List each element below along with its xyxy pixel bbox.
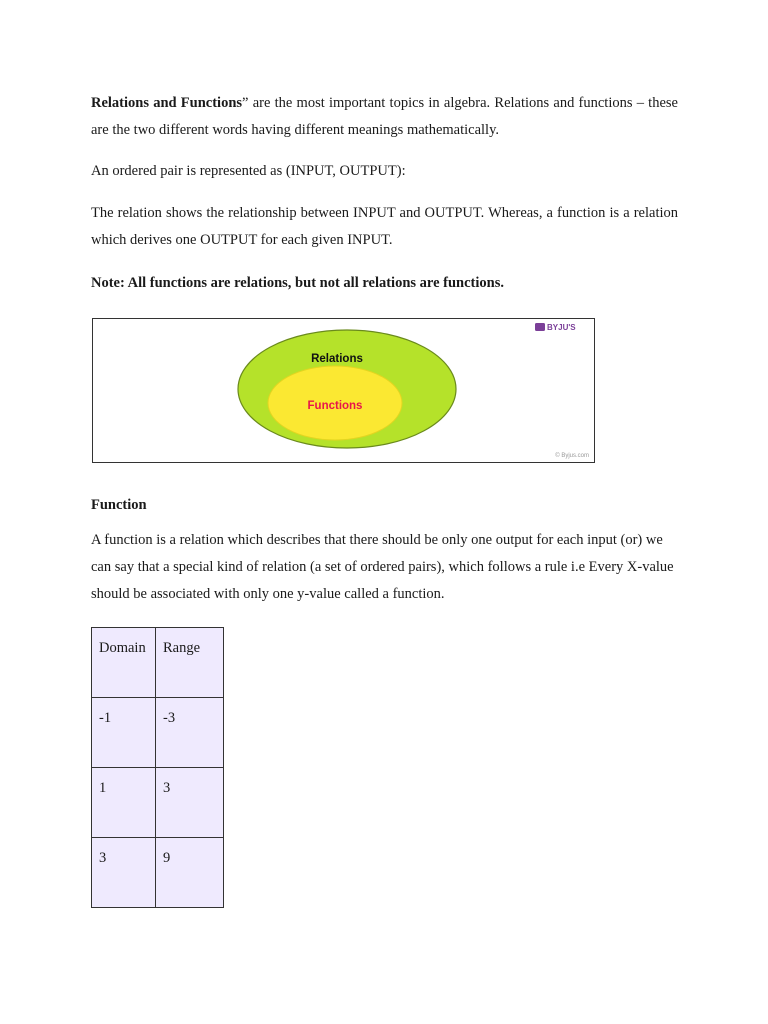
ordered-pair-paragraph: An ordered pair is represented as (INPUT, OUTPUT):: [91, 163, 406, 179]
domain-cell: -1: [92, 698, 156, 768]
table-row: [92, 768, 224, 838]
function-heading: Function: [91, 497, 147, 513]
logo-text: BYJU'S: [547, 323, 576, 332]
domain-cell: 3: [92, 838, 156, 908]
table-row: [92, 838, 224, 908]
intro-text: ” are the most important topics in algebra. Relations and functions – these are the two different words having different meanings mathematically.: [91, 95, 678, 138]
function-description: A function is a relation which describes that there should be only one output for each input (or) we can say that a special kind of relation (a set of ordered pairs), which follows a rule i.e Every X-value should be associated with only one y-value called a function.: [91, 532, 674, 602]
functions-label: Functions: [307, 400, 363, 412]
relations-functions-diagram: [92, 318, 595, 463]
range-cell: -3: [156, 698, 224, 768]
watermark-text: © Byjus.com: [555, 453, 589, 459]
header-domain: Domain: [92, 628, 156, 698]
intro-bold-term: Relations and Functions: [91, 95, 243, 111]
table-header-row: [92, 628, 224, 698]
range-cell: 3: [156, 768, 224, 838]
range-cell: 9: [156, 838, 224, 908]
table-row: [92, 698, 224, 768]
byjus-logo: [535, 323, 576, 332]
relation-definition-paragraph: The relation shows the relationship between INPUT and OUTPUT. Whereas, a function is a relation which derives one OUTPUT for each given INPUT.: [91, 205, 678, 248]
intro-paragraph: [91, 90, 678, 144]
note-paragraph: Note: All functions are relations, but not all relations are functions.: [91, 275, 504, 291]
header-range: Range: [156, 628, 224, 698]
domain-range-table: [91, 627, 224, 908]
relations-label: Relations: [311, 353, 363, 365]
domain-cell: 1: [92, 768, 156, 838]
